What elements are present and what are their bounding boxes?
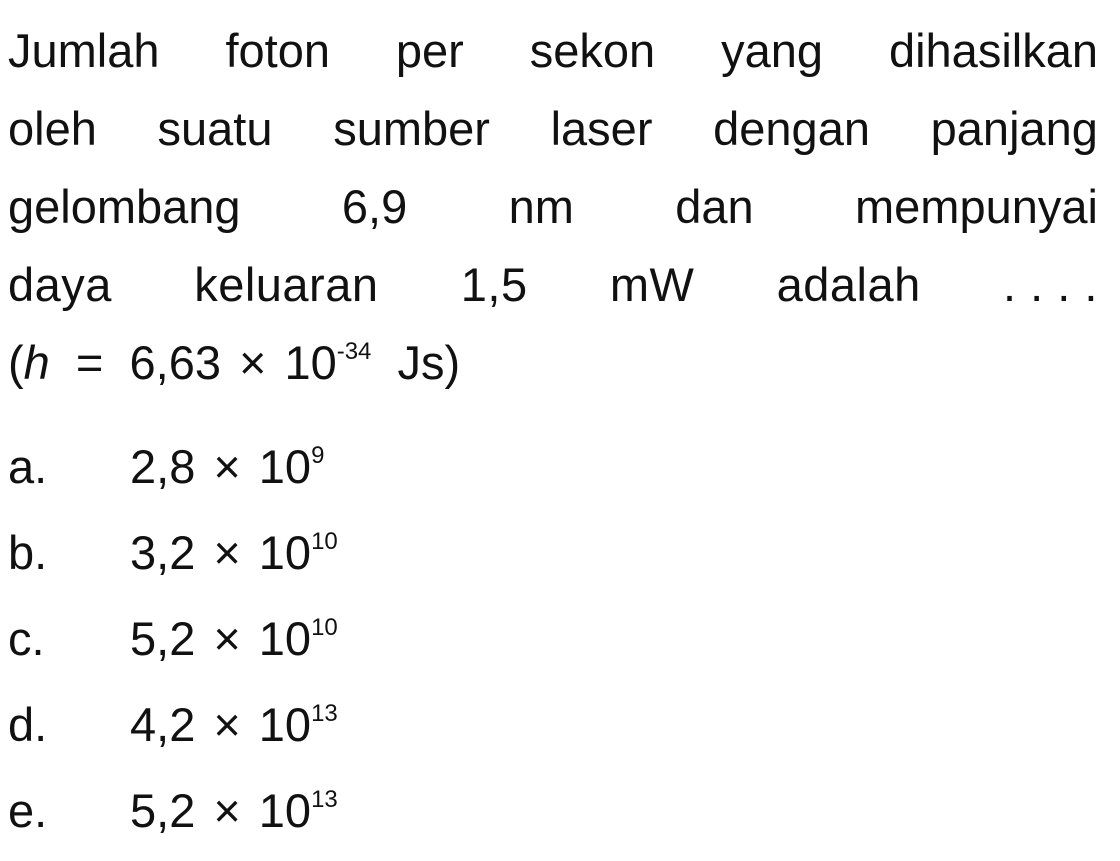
word: laser	[550, 102, 653, 155]
option-value	[130, 768, 338, 854]
option-mantissa: 5,2	[130, 612, 196, 665]
option-d[interactable]	[8, 682, 708, 768]
option-value	[130, 596, 338, 682]
word: 6,9	[341, 180, 408, 233]
option-c[interactable]	[8, 596, 708, 682]
ellipsis: . . . .	[1003, 258, 1098, 311]
option-value	[130, 682, 338, 768]
word: nm	[508, 180, 574, 233]
times-sign: ×	[213, 784, 241, 837]
word: keluaran	[194, 258, 379, 311]
word: Jumlah	[8, 24, 160, 77]
option-mantissa: 5,2	[130, 784, 196, 837]
question-text	[8, 12, 1098, 402]
planck-constant	[8, 324, 1098, 402]
word: sekon	[529, 24, 656, 77]
answer-options	[8, 424, 708, 854]
option-base: 10	[258, 612, 312, 665]
question-line-4	[8, 246, 1098, 324]
word: mempunyai	[855, 180, 1098, 233]
option-letter: b.	[8, 526, 48, 579]
constant-exponent: -34	[336, 338, 372, 365]
times-sign: ×	[213, 440, 241, 493]
option-exponent: 10	[311, 614, 338, 641]
constant-unit: Js)	[397, 336, 461, 389]
option-letter: d.	[8, 698, 48, 751]
option-letter: c.	[8, 612, 45, 665]
times-sign: ×	[238, 336, 267, 389]
word: dan	[675, 180, 754, 233]
word: dengan	[713, 102, 870, 155]
times-sign: ×	[213, 612, 241, 665]
option-base: 10	[258, 526, 312, 579]
option-exponent: 13	[311, 700, 338, 727]
word: 1,5	[460, 258, 528, 311]
constant-base: 10	[284, 336, 337, 389]
word: foton	[225, 24, 330, 77]
option-mantissa: 3,2	[130, 526, 196, 579]
open-paren: (	[8, 336, 24, 389]
word: daya	[8, 258, 112, 311]
option-e[interactable]	[8, 768, 708, 854]
option-letter: e.	[8, 784, 48, 837]
word: mW	[609, 258, 695, 311]
option-base: 10	[258, 698, 312, 751]
constant-symbol: h	[23, 336, 50, 389]
question-line-3	[8, 168, 1098, 246]
option-mantissa: 4,2	[130, 698, 196, 751]
option-a[interactable]	[8, 424, 708, 510]
times-sign: ×	[213, 526, 241, 579]
word: dihasilkan	[888, 24, 1098, 77]
option-value	[130, 424, 324, 510]
word: panjang	[930, 102, 1098, 155]
option-base: 10	[258, 784, 312, 837]
option-exponent: 10	[311, 528, 338, 555]
option-base: 10	[258, 440, 312, 493]
word: gelombang	[8, 180, 241, 233]
option-b[interactable]	[8, 510, 708, 596]
times-sign: ×	[213, 698, 241, 751]
word: yang	[721, 24, 824, 77]
constant-mantissa: 6,63	[129, 336, 221, 389]
equals-sign: =	[75, 336, 104, 389]
word: suatu	[157, 102, 273, 155]
option-exponent: 13	[311, 786, 338, 813]
word: adalah	[776, 258, 921, 311]
question-line-1	[8, 12, 1098, 90]
word: oleh	[8, 102, 97, 155]
option-letter: a.	[8, 440, 48, 493]
question-line-2	[8, 90, 1098, 168]
option-value	[130, 510, 338, 596]
option-mantissa: 2,8	[130, 440, 196, 493]
option-exponent: 9	[311, 442, 325, 469]
word: per	[395, 24, 464, 77]
word: sumber	[333, 102, 490, 155]
